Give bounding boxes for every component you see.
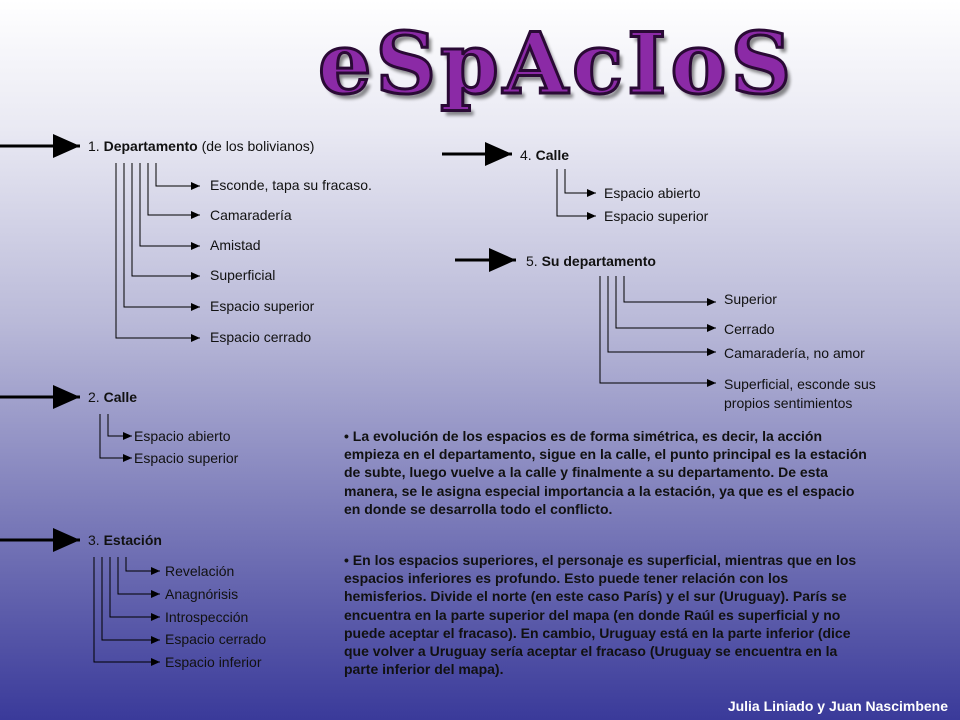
section-5-item: Superficial, esconde sus propios sentimientos (724, 376, 876, 411)
section-1-header (88, 138, 314, 154)
section-5-header (526, 253, 656, 269)
section-3-item: Revelación (165, 563, 235, 579)
section-3-item: Anagnórisis (165, 586, 239, 602)
section-5-item: Camaradería, no amor (724, 345, 865, 361)
section-4-item: Espacio abierto (604, 185, 701, 201)
section-1-item: Espacio superior (210, 298, 315, 314)
section-2-number: 2. (88, 389, 100, 405)
section-1-item: Superficial (210, 267, 276, 283)
section-4-number: 4. (520, 147, 532, 163)
section-2-name: Calle (103, 389, 138, 405)
section-5-name: Su departamento (541, 253, 656, 269)
section-1-number: 1. (88, 138, 100, 154)
section-5-item: Superior (724, 291, 777, 307)
author-credit: Julia Liniado y Juan Nascimbene (727, 698, 948, 714)
section-1-item: Amistad (210, 237, 261, 253)
bullet-paragraph-2: • En los espacios superiores, el personaje es superficial, mientras que en los espacios inferiores es profundo. Esto puede tener relación con los hemisferios. Divide el norte (en este caso París) y el sur (Uruguay). París se encuentra en la parte superior del mapa (en donde Raúl es superficial y no puede aceptar el fracaso). En cambio, Uruguay está en la parte inferior (dice que volver a Uruguay sería aceptar el fracaso (Uruguay se encuentra en la parte inferior del mapa). (344, 552, 857, 678)
section-3-name: Estación (103, 532, 162, 548)
section-3-item: Espacio cerrado (165, 631, 267, 647)
section-1-item: Camaradería (210, 207, 292, 223)
section-5-item: Cerrado (724, 321, 775, 337)
section-1-item: Esconde, tapa su fracaso. (210, 177, 372, 193)
section-2-item: Espacio abierto (134, 428, 231, 444)
section-3-header (88, 532, 162, 548)
section-3-number: 3. (88, 532, 100, 548)
section-2-header (88, 389, 137, 405)
section-1-item: Espacio cerrado (210, 329, 312, 345)
section-5-number: 5. (526, 253, 538, 269)
section-2-item: Espacio superior (134, 450, 239, 466)
page-title: eSpAcIoS (318, 14, 796, 113)
section-1-extra: (de los bolivianos) (197, 138, 315, 154)
section-1-name: Departamento (103, 138, 198, 154)
section-4-name: Calle (535, 147, 570, 163)
section-3-item: Introspección (165, 609, 249, 625)
section-4-item: Espacio superior (604, 208, 709, 224)
section-4-header (520, 147, 569, 163)
bullet-paragraph-1: • La evolución de los espacios es de forma simétrica, es decir, la acción empieza en el departamento, sigue en la calle, el punto principal es la estación de subte, luego vuelve a la calle y finalmente a su departamento. De esta manera, se le asigna especial importancia a la estación, ya que es el espacio en donde se desarrolla todo el conflicto. (344, 428, 867, 517)
section-3-item: Espacio inferior (165, 654, 262, 670)
